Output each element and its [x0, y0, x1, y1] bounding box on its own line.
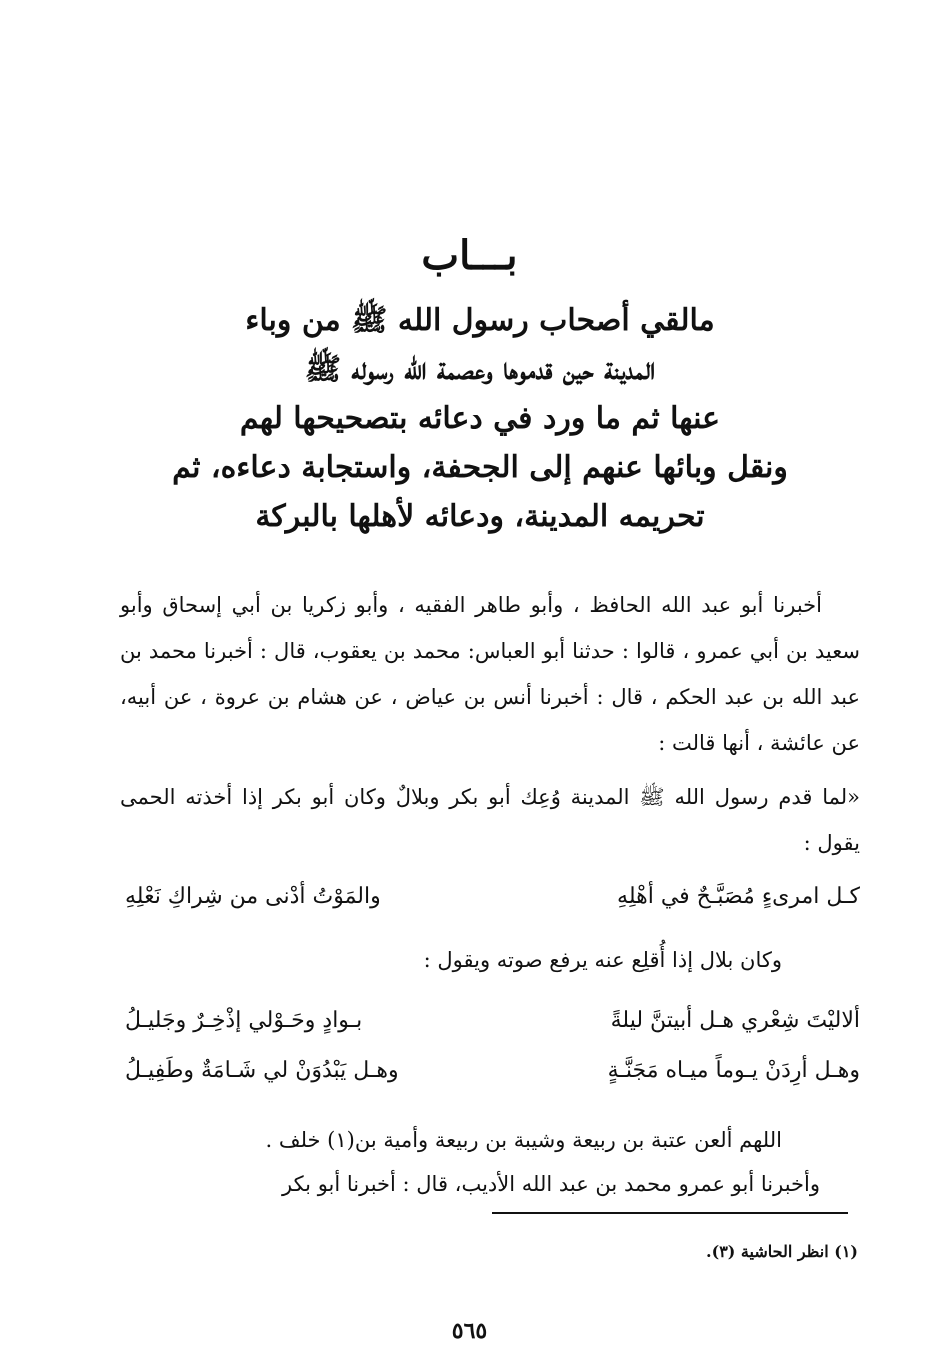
- chapter-title-line: تحريمه المدينة، ودعائه لأهلها بالبركة: [255, 499, 705, 534]
- closing-line: اللهم ألعن عتبة بن ربيعة وشيبة بن ربيعة وأمية بن(١) خلف .: [265, 1128, 782, 1152]
- verse-first-hemistich: ألاليْتَ شِعْري هـل أبيتنَّ ليلةً: [610, 1008, 860, 1033]
- footnote-separator: [492, 1212, 848, 1214]
- verse-first-hemistich: كـل امرىءٍ مُصَبَّـحٌ في أهْلِهِ: [617, 884, 860, 909]
- verse-second-hemistich: بـوادٍ وحَـوْلي إذْخِـرٌ وجَليـلُ: [125, 1008, 363, 1033]
- verse-second-hemistich: وهـل يَبْدُوَنْ لي شَـامَةٌ وطَفِيـلُ: [125, 1058, 399, 1083]
- chapter-title-line: مالقي أصحاب رسول الله ﷺ من وباء: [245, 303, 715, 338]
- chapter-title-line: ونقل وبائها عنهم إلى الجحفة، واستجابة دعاءه، ثم: [172, 450, 788, 485]
- verse-bilal-line: [125, 1008, 860, 1033]
- hadith-paragraph: [120, 774, 860, 866]
- chapter-title-line: عنها ثم ما ورد في دعائه بتصحيحها لهم: [239, 401, 721, 436]
- closing-line: وأخبرنا أبو عمرو محمد بن عبد الله الأديب، قال : أخبرنا أبو بكر: [281, 1172, 820, 1196]
- chapter-title: [160, 296, 800, 541]
- footnote: (١) انظر الحاشية (٣).: [706, 1242, 858, 1261]
- bilal-intro-text: وكان بلال إذا أُقلِع عنه يرفع صوته ويقول :: [423, 948, 782, 972]
- verse-abu-bakr: [125, 884, 860, 909]
- hadith-text: «لما قدم رسول الله ﷺ المدينة وُعِك أبو بكر وبلالٌ وكان أبو بكر إذا أخذته الحمى يقول :: [120, 785, 860, 855]
- verse-bilal-line: [125, 1058, 860, 1083]
- page-number: ٥٦٥: [451, 1318, 488, 1344]
- bilal-intro: [120, 948, 820, 972]
- chapter-heading-word: بـــاب: [421, 232, 518, 279]
- verse-first-hemistich: وهـل أرِدَنْ يـوماً ميـاه مَجَنَّـةٍ: [607, 1058, 860, 1083]
- isnad-text: أخبرنا أبو عبد الله الحافظ ، وأبو طاهر الفقيه ، وأبو زكريا بن أبي إسحاق وأبو سعيد بن أبي عمرو ، قالوا : حدثنا أبو العباس: محمد بن يعقوب، قال : أخبرنا محمد بن عبد الله بن عبد الحكم ، قال : أخبرنا أنس بن عياض ، عن هشام بن عروة ، عن أبيه، عن عائشة ، أنها قالت :: [120, 593, 860, 755]
- isnad-paragraph: [120, 582, 860, 766]
- verse-second-hemistich: والمَوْتُ أدْنى من شِراكِ نَعْلِهِ: [125, 884, 381, 909]
- closing-paragraph: [120, 1118, 820, 1206]
- chapter-title-line: المدينة حين قدموها وعصمة الله رسوله ﷺ: [304, 352, 656, 387]
